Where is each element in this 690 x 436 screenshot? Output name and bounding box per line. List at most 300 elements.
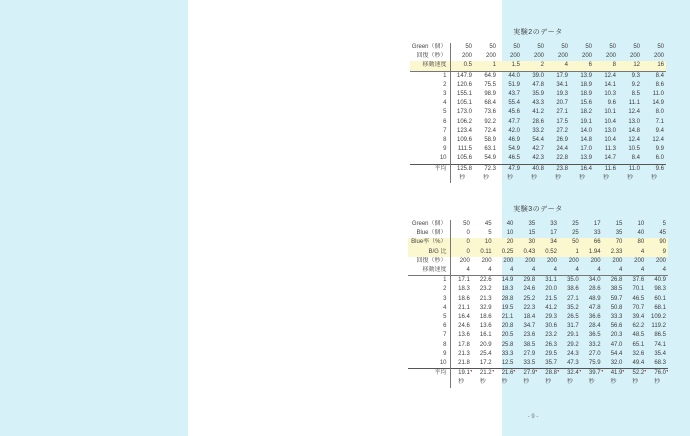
parameter-value-cell: 200 (461, 53, 472, 60)
measurement-cell: 18.6 (479, 314, 492, 321)
parameter-value-cell: 0 (466, 230, 470, 237)
measurement-cell: 9.3 (631, 72, 640, 79)
measurement-cell: 21.5 (545, 295, 557, 302)
measurement-cell: 8.6 (655, 81, 664, 88)
parameter-value-cell: 200 (533, 53, 544, 60)
measurement-cell: 26.5 (567, 314, 579, 321)
measurement-cell: 21.3 (479, 295, 492, 302)
unit-cell: 秒 (588, 379, 595, 386)
measurement-cell: 106.2 (456, 118, 472, 125)
parameter-value-cell: 50 (513, 44, 520, 50)
parameter-value-cell: 5 (488, 230, 492, 237)
measurement-cell: 13.9 (580, 155, 592, 162)
parameter-value-cell: 4 (624, 266, 646, 276)
parameter-value-cell: 50 (657, 44, 664, 50)
parameter-label: Green（個） (410, 43, 450, 52)
trial-number: 5 (408, 313, 450, 322)
parameter-value-cell: 1 (474, 61, 498, 71)
measurement-cell: 20.7 (556, 100, 568, 107)
measurement-cell: 33.2 (532, 127, 544, 134)
measurement-cell: 19.3 (556, 91, 568, 98)
measurement-cell: 41.2 (545, 304, 557, 311)
parameter-value-cell: 50 (559, 238, 581, 247)
measurement-cell: 68.4 (484, 100, 496, 107)
measurement-cell: 54.4 (610, 350, 623, 357)
measurement-cell: 29.5 (545, 350, 557, 357)
measurement-cell: 75.9 (588, 360, 601, 367)
unit-cell: 秒 (626, 174, 633, 181)
measurement-cell: 11.0 (652, 91, 664, 98)
measurement-cell: 16.4 (458, 314, 470, 321)
table-title-experiment2: 実験2のデータ (513, 29, 563, 36)
measurement-cell: 70.1 (632, 286, 645, 293)
parameter-value-cell: 45 (484, 221, 492, 227)
measurement-cell: 23.2 (545, 332, 557, 339)
measurement-cell: 9.2 (631, 81, 640, 88)
measurement-cell: 56.6 (610, 323, 623, 330)
parameter-value-cell: 50 (463, 221, 470, 227)
unit-cell: 秒 (545, 379, 552, 386)
measurement-cell: 23.6 (523, 332, 536, 339)
measurement-cell: 28.4 (588, 323, 601, 330)
parameter-value-cell: 9 (646, 248, 668, 257)
measurement-cell: 70.7 (632, 304, 645, 311)
parameter-value-cell: 0.52 (537, 248, 559, 257)
measurement-cell: 62.2 (632, 323, 645, 330)
measurement-cell: 35.2 (567, 304, 579, 311)
measurement-cell: 42.7 (532, 146, 544, 153)
measurement-cell: 31.1 (545, 277, 557, 284)
average-value-cell: 32.4 (559, 369, 581, 379)
measurement-cell: 34.7 (523, 323, 536, 330)
parameter-value-cell: 30 (515, 238, 537, 247)
unit-cell: 秒 (459, 174, 466, 181)
measurement-cell: 8.5 (631, 91, 640, 98)
parameter-value-cell: 1 (559, 248, 581, 257)
measurement-cell: 29.1 (567, 332, 579, 339)
trial-number: 1 (408, 276, 450, 286)
measurement-cell: 32.9 (479, 304, 492, 311)
parameter-value-cell: 1.94 (581, 248, 603, 257)
parameter-value-cell: 200 (653, 53, 664, 60)
trial-number: 2 (408, 285, 450, 294)
average-value-cell: 21.6 (494, 369, 516, 379)
trial-number: 6 (408, 322, 450, 331)
measurement-cell: 47.8 (588, 304, 601, 311)
measurement-cell: 105.1 (456, 100, 472, 107)
trial-number: 9 (410, 145, 450, 154)
parameter-value-cell: 0.11 (472, 248, 494, 257)
measurement-cell: 22.8 (556, 155, 568, 162)
measurement-cell: 34.0 (588, 277, 601, 284)
average-value-cell: 39.7 (581, 369, 603, 379)
measurement-cell: 22.6 (479, 277, 492, 284)
measurement-cell: 29.8 (523, 277, 536, 284)
parameter-value-cell: 40 (637, 230, 645, 237)
measurement-cell: 22.3 (523, 304, 536, 311)
measurement-cell: 33.2 (588, 341, 601, 348)
measurement-cell: 18.6 (458, 295, 470, 302)
measurement-cell: 64.9 (484, 72, 496, 79)
unit-cell: 秒 (654, 379, 661, 386)
measurement-cell: 147.9 (456, 72, 472, 79)
parameter-value-cell: 4 (515, 266, 537, 276)
parameter-value-cell: 4 (559, 266, 581, 276)
measurement-cell: 24.6 (458, 323, 470, 330)
measurement-cell: 14.7 (604, 155, 616, 162)
average-value-cell: 9.6 (642, 164, 666, 174)
measurement-cell: 10.4 (604, 118, 616, 125)
average-value-cell: 72.3 (474, 164, 498, 174)
measurement-cell: 46.5 (632, 295, 645, 302)
parameter-value-cell: 50 (465, 44, 472, 50)
average-value-cell: 125.8 (450, 164, 474, 174)
parameter-label: 回復（秒） (408, 257, 450, 266)
experiment3-data-table (408, 220, 668, 388)
parameter-value-cell: 200 (459, 257, 470, 264)
measurement-cell: 12.5 (501, 360, 514, 367)
measurement-cell: 63.1 (484, 146, 496, 153)
parameter-value-cell: 50 (609, 44, 616, 50)
measurement-cell: 35.0 (567, 277, 579, 284)
parameter-value-cell: 33 (593, 230, 601, 237)
measurement-cell: 51.9 (508, 81, 520, 88)
measurement-cell: 12.4 (628, 137, 640, 144)
parameter-value-cell: 200 (557, 53, 568, 60)
measurement-cell: 16.1 (479, 332, 492, 339)
measurement-cell: 109.2 (650, 314, 666, 321)
measurement-cell: 32.6 (632, 350, 645, 357)
measurement-cell: 14.8 (580, 137, 592, 144)
parameter-value-cell: 12 (618, 61, 642, 71)
measurement-cell: 45.6 (508, 109, 520, 116)
measurement-cell: 17.9 (556, 72, 568, 79)
parameter-value-cell: 0 (450, 238, 472, 247)
measurement-cell: 35.9 (532, 91, 544, 98)
parameter-value-cell: 80 (624, 238, 646, 247)
trial-number: 8 (408, 341, 450, 350)
average-value-cell: 16.4 (570, 164, 594, 174)
measurement-cell: 11.3 (604, 146, 616, 153)
measurement-cell: 38.6 (567, 286, 579, 293)
measurement-cell: 10.3 (604, 91, 616, 98)
measurement-cell: 17.8 (458, 341, 470, 348)
trial-number: 7 (408, 331, 450, 340)
units-row-label (410, 174, 450, 183)
parameter-value-cell: 34 (537, 238, 559, 247)
measurement-cell: 92.2 (484, 118, 496, 125)
measurement-cell: 48.5 (632, 332, 645, 339)
table-title-experiment3: 実験3のデータ (513, 206, 563, 213)
measurement-cell: 24.6 (523, 286, 536, 293)
measurement-cell: 18.4 (523, 314, 536, 321)
parameter-value-cell: 200 (509, 53, 520, 60)
parameter-value-cell: 200 (546, 257, 557, 264)
measurement-cell: 54.9 (508, 146, 520, 153)
average-value-cell: 19.1 (450, 369, 472, 379)
measurement-cell: 49.4 (632, 360, 645, 367)
unit-cell: 秒 (566, 379, 573, 386)
parameter-value-cell: 15 (615, 221, 623, 227)
trial-number: 8 (410, 136, 450, 145)
average-label: 平均 (410, 164, 450, 174)
parameter-value-cell: 10 (506, 230, 514, 237)
measurement-cell: 47.0 (610, 341, 623, 348)
measurement-cell: 14.9 (501, 277, 514, 284)
measurement-cell: 20.9 (479, 341, 492, 348)
measurement-cell: 10.4 (604, 137, 616, 144)
parameter-value-cell: 17 (593, 221, 601, 227)
trial-number: 1 (410, 71, 450, 81)
measurement-cell: 14.1 (604, 81, 616, 88)
parameter-value-cell: 20 (494, 238, 516, 247)
parameter-value-cell: 35 (615, 230, 623, 237)
units-row-label (408, 378, 450, 387)
parameter-value-cell: 90 (646, 238, 668, 247)
measurement-cell: 23.2 (479, 286, 492, 293)
parameter-value-cell: 17 (550, 230, 557, 237)
parameter-value-cell: 0.43 (515, 248, 537, 257)
measurement-cell: 26.3 (545, 341, 557, 348)
average-value-cell: 40.8 (522, 164, 546, 174)
parameter-value-cell: 16 (642, 61, 666, 71)
average-value-cell: 76.0 (646, 369, 668, 379)
unit-cell: 秒 (554, 174, 561, 181)
measurement-cell: 15.6 (580, 100, 592, 107)
measurement-cell: 19.1 (580, 118, 592, 125)
measurement-cell: 26.9 (556, 137, 568, 144)
measurement-cell: 42.0 (508, 127, 520, 134)
parameter-label: Blue率（%） (408, 238, 450, 247)
measurement-cell: 13.9 (580, 72, 592, 79)
parameter-value-cell: 0.25 (494, 248, 516, 257)
measurement-cell: 31.7 (567, 323, 579, 330)
trial-number: 10 (410, 154, 450, 164)
unit-cell: 秒 (530, 174, 537, 181)
parameter-value-cell: 70 (603, 238, 625, 247)
experiment2-table-section (410, 28, 666, 183)
measurement-cell: 47.3 (567, 360, 579, 367)
parameter-label: 移動速度 (410, 61, 450, 71)
parameter-value-cell: 15 (528, 230, 536, 237)
measurement-cell: 19.5 (501, 304, 514, 311)
measurement-cell: 10.1 (604, 109, 616, 116)
trial-number: 3 (410, 90, 450, 99)
measurement-cell: 27.1 (556, 109, 568, 116)
measurement-cell: 24.3 (567, 350, 579, 357)
parameter-value-cell: 200 (568, 257, 579, 264)
parameter-value-cell: 200 (481, 257, 492, 264)
parameter-value-cell: 200 (525, 257, 536, 264)
measurement-cell: 40.9 (654, 277, 666, 284)
measurement-cell: 26.8 (610, 277, 623, 284)
parameter-value-cell: 8 (594, 61, 618, 71)
measurement-cell: 25.8 (501, 341, 514, 348)
measurement-cell: 20.3 (610, 332, 623, 339)
measurement-cell: 12.4 (604, 72, 616, 79)
parameter-value-cell: 50 (561, 44, 568, 50)
measurement-cell: 98.9 (484, 91, 496, 98)
measurement-cell: 46.5 (508, 155, 520, 162)
measurement-cell: 38.5 (523, 341, 536, 348)
measurement-cell: 111.5 (457, 146, 472, 153)
measurement-cell: 60.1 (654, 295, 666, 302)
parameter-value-cell: 200 (581, 53, 592, 60)
measurement-cell: 119.2 (651, 323, 666, 330)
measurement-cell: 27.9 (523, 350, 536, 357)
measurement-cell: 39.0 (532, 72, 544, 79)
measurement-cell: 42.3 (532, 155, 544, 162)
average-label: 平均 (408, 369, 450, 379)
parameter-value-cell: 10 (472, 238, 494, 247)
measurement-cell: 28.8 (501, 295, 514, 302)
measurement-cell: 28.6 (532, 118, 544, 125)
parameter-value-cell: 35 (528, 221, 536, 227)
measurement-cell: 59.7 (610, 295, 623, 302)
measurement-cell: 29.3 (545, 314, 557, 321)
trial-number: 5 (410, 108, 450, 117)
parameter-value-cell: 4 (450, 266, 472, 276)
measurement-cell: 13.6 (479, 323, 492, 330)
parameter-value-cell: 200 (634, 257, 645, 264)
measurement-cell: 27.2 (556, 127, 568, 134)
parameter-label: 移動速度 (408, 266, 450, 276)
measurement-cell: 65.1 (632, 341, 645, 348)
average-value-cell: 27.9 (515, 369, 537, 379)
measurement-cell: 68.1 (654, 304, 666, 311)
measurement-cell: 39.4 (632, 314, 645, 321)
measurement-cell: 17.1 (458, 277, 470, 284)
measurement-cell: 17.5 (556, 118, 568, 125)
measurement-cell: 21.1 (501, 314, 514, 321)
parameter-value-cell: 4 (646, 266, 668, 276)
parameter-value-cell: 50 (633, 44, 640, 50)
trial-number: 6 (410, 118, 450, 127)
measurement-cell: 120.6 (456, 81, 472, 88)
measurement-cell: 20.5 (501, 332, 514, 339)
unit-cell: 秒 (458, 379, 465, 386)
experiment3-table-section (408, 205, 668, 388)
average-value-cell: 21.2 (472, 369, 494, 379)
measurement-cell: 21.8 (458, 360, 470, 367)
measurement-cell: 155.1 (456, 91, 472, 98)
measurement-cell: 36.6 (588, 314, 601, 321)
measurement-cell: 18.3 (501, 286, 514, 293)
measurement-cell: 17.0 (580, 146, 592, 153)
average-value-cell: 47.9 (498, 164, 522, 174)
parameter-value-cell: 200 (612, 257, 623, 264)
measurement-cell: 30.6 (545, 323, 557, 330)
average-value-cell: 11.6 (594, 164, 618, 174)
measurement-cell: 32.0 (610, 360, 623, 367)
unit-cell: 秒 (578, 174, 585, 181)
measurement-cell: 43.3 (532, 100, 544, 107)
trial-number: 3 (408, 295, 450, 304)
measurement-cell: 18.9 (580, 81, 592, 88)
unit-cell: 秒 (506, 174, 513, 181)
measurement-cell: 98.3 (654, 286, 666, 293)
measurement-cell: 35.4 (654, 350, 666, 357)
parameter-value-cell: 4 (472, 266, 494, 276)
parameter-value-cell: 50 (489, 44, 496, 50)
measurement-cell: 33.5 (523, 360, 536, 367)
parameter-value-cell: 10 (637, 221, 645, 227)
parameter-value-cell: 0.5 (450, 61, 474, 71)
measurement-cell: 29.2 (567, 341, 579, 348)
parameter-value-cell: 0 (450, 248, 472, 257)
measurement-cell: 75.5 (484, 81, 496, 88)
unit-cell: 秒 (602, 174, 609, 181)
measurement-cell: 17.2 (479, 360, 492, 367)
measurement-cell: 44.0 (508, 72, 520, 79)
measurement-cell: 54.9 (484, 155, 496, 162)
measurement-cell: 35.7 (545, 360, 557, 367)
measurement-cell: 37.6 (632, 277, 645, 284)
parameter-value-cell: 200 (485, 53, 496, 60)
measurement-cell: 21.3 (458, 350, 470, 357)
unit-cell: 秒 (523, 379, 530, 386)
measurement-cell: 18.2 (580, 109, 592, 116)
parameter-value-cell: 5 (662, 221, 666, 227)
measurement-cell: 11.1 (628, 100, 640, 107)
parameter-value-cell: 200 (590, 257, 601, 264)
measurement-cell: 72.4 (484, 127, 496, 134)
parameter-value-cell: 200 (629, 53, 640, 60)
measurement-cell: 50.8 (610, 304, 623, 311)
unit-cell: 秒 (479, 379, 486, 386)
parameter-value-cell: 25 (572, 221, 579, 227)
unit-cell: 秒 (501, 379, 508, 386)
measurement-cell: 20.8 (501, 323, 514, 330)
parameter-value-cell: 4 (603, 266, 625, 276)
measurement-cell: 27.0 (588, 350, 601, 357)
measurement-cell: 12.4 (628, 109, 640, 116)
parameter-value-cell: 50 (585, 44, 592, 50)
parameter-value-cell: 45 (659, 230, 666, 237)
trial-number: 2 (410, 81, 450, 90)
measurement-cell: 109.6 (456, 137, 472, 144)
parameter-value-cell: 2 (522, 61, 546, 71)
trial-number: 4 (408, 304, 450, 313)
parameter-value-cell: 6 (570, 61, 594, 71)
measurement-cell: 41.2 (532, 109, 544, 116)
measurement-cell: 6.0 (655, 155, 664, 162)
measurement-cell: 20.0 (545, 286, 557, 293)
measurement-cell: 36.5 (588, 332, 601, 339)
measurement-cell: 86.5 (654, 332, 666, 339)
measurement-cell: 14.0 (580, 127, 592, 134)
measurement-cell: 38.5 (610, 286, 623, 293)
trial-number: 9 (408, 350, 450, 359)
unit-cell: 秒 (650, 174, 657, 181)
measurement-cell: 47.7 (508, 118, 520, 125)
parameter-value-cell: 33 (550, 221, 557, 227)
measurement-cell: 9.9 (655, 146, 664, 153)
measurement-cell: 7.1 (655, 118, 664, 125)
measurement-cell: 12.4 (652, 137, 664, 144)
measurement-cell: 25.4 (479, 350, 492, 357)
measurement-cell: 13.0 (628, 118, 640, 125)
average-value-cell: 52.2 (624, 369, 646, 379)
measurement-cell: 21.1 (458, 304, 470, 311)
measurement-cell: 8.0 (655, 109, 664, 116)
experiment2-data-table (410, 43, 666, 183)
average-value-cell: 28.8 (537, 369, 559, 379)
parameter-value-cell: 2.33 (603, 248, 625, 257)
average-value-cell: 11.0 (618, 164, 642, 174)
measurement-cell: 68.3 (654, 360, 666, 367)
measurement-cell: 28.6 (588, 286, 601, 293)
